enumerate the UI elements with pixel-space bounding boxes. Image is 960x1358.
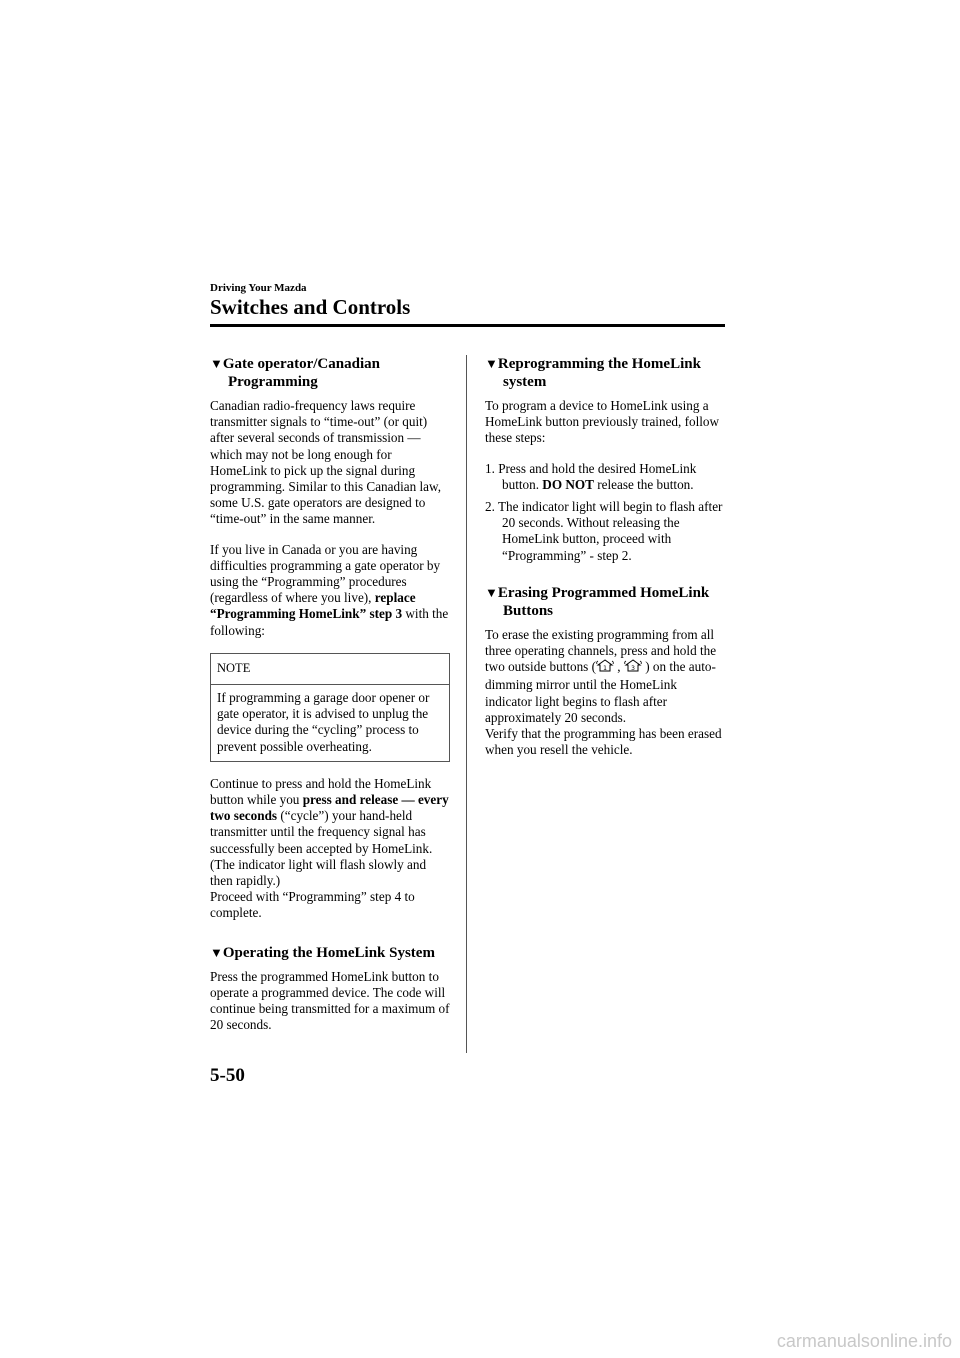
note-body: If programming a garage door opener or gate operator, it is advised to unplug the device during the “cycling” process to prevent possible overheating. [217, 690, 430, 754]
operating-paragraph: Press the programmed HomeLink button to operate a programmed device. The code will continue being transmitted for a maximum of 20 seconds. [210, 968, 450, 1033]
continue-paragraph-proceed: Proceed with “Programming” step 4 to complete. [210, 889, 415, 921]
triangle-bullet-icon: ▼ [485, 584, 498, 600]
triangle-bullet-icon: ▼ [210, 356, 223, 371]
erase-paragraph: To erase the existing programming from all three operating channels, press and hold the two outside buttons ( 1 , 3 ) on the auto-dimming mirror until the HomeLink indicator light begins to flash after approximately 20 seconds. Verify that the programming has been erased when you resell the vehicle. [485, 626, 722, 758]
triangle-bullet-icon: ▼ [210, 944, 223, 960]
do-not-bold: DO NOT [542, 476, 594, 492]
column-divider [466, 355, 467, 1053]
reprogram-intro: To program a device to HomeLink using a HomeLink button previously trained, follow these steps: [485, 398, 720, 446]
svg-text:1: 1 [603, 665, 607, 673]
chapter-title: Switches and Controls [210, 295, 411, 319]
triangle-bullet-icon: ▼ [485, 356, 498, 371]
heading-erasing [485, 584, 727, 620]
page-number: 5-50 [210, 1065, 245, 1086]
heading-reprogramming-text: Reprogramming the HomeLink system [497, 356, 701, 390]
reprogram-step-2: 2. The indicator light will begin to flash after 20 seconds. Without releasing the HomeLink button, proceed with “Programming” - step 2. [485, 499, 723, 563]
heading-gate-operator-text: Gate operator/Canadian Programming [222, 356, 380, 390]
svg-text:3: 3 [630, 665, 635, 673]
header-rule [210, 324, 725, 327]
reprogram-step-1: 1. Press and hold the desired HomeLink button. DO NOT release the button. [485, 460, 697, 492]
heading-reprogramming [485, 355, 727, 391]
homelink-button-3-icon [624, 659, 642, 677]
note-box [210, 653, 450, 762]
heading-gate-operator [210, 355, 450, 391]
heading-operating-homelink-text: Operating the HomeLink System [222, 944, 435, 961]
heading-operating-homelink [210, 944, 450, 962]
left-column [210, 355, 450, 1048]
erase-verify: Verify that the programming has been erased when you resell the vehicle. [485, 726, 722, 758]
section-label: Driving Your Mazda [210, 282, 307, 294]
note-title: NOTE [211, 654, 449, 685]
continue-paragraph-bold: press and release ― every two seconds [210, 792, 449, 824]
gate-paragraph-2: If you live in Canada or you are having difficulties programming a gate operator by using the “Programming” procedures (regardless of where you live), replace “Programming HomeLink” step 3 with the following: [210, 541, 449, 638]
right-column [485, 355, 727, 772]
gate-paragraph-2-bold: replace “Programming HomeLink” step 3 [210, 590, 416, 622]
gate-paragraph-1: Canadian radio-frequency laws require transmitter signals to “time-out” (or quit) after several seconds of transmission ― which may not be long enough for HomeLink to pick up the signal during programming. Similar to this Canadian law, some U.S. gate operators are designed to “time-out” in the same manner. [210, 398, 441, 527]
homelink-button-1-icon [596, 659, 614, 677]
heading-erasing-text: Erasing Programmed HomeLink Buttons [497, 584, 710, 619]
continue-paragraph: Continue to press and hold the HomeLink button while you press and release ― every two seconds (“cycle”) your hand-held transmitter until the frequency signal has successfully been accepted by HomeLink. (The indicator light will flash slowly and then rapidly.) Proceed with “Programming” step 4 to complete. [210, 775, 449, 921]
watermark: carmanualsonline.info [776, 1331, 952, 1351]
reprogram-steps [485, 461, 727, 564]
